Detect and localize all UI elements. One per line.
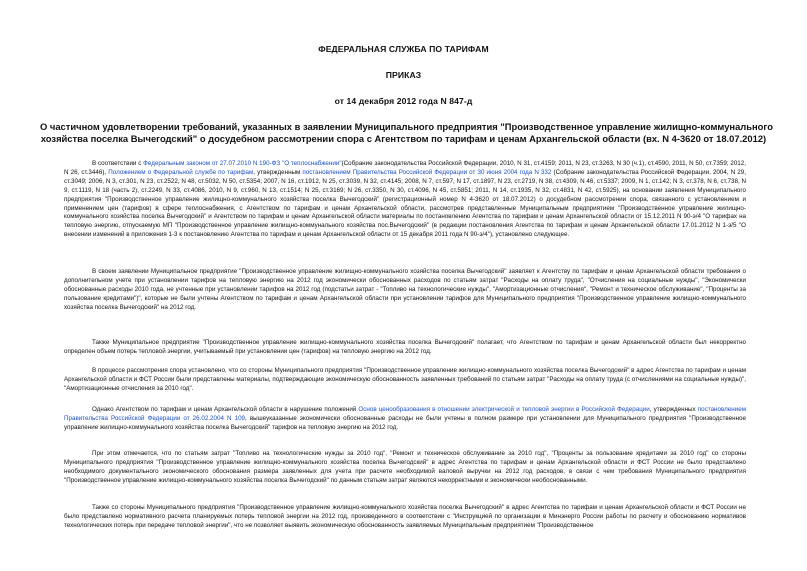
title-line-1: О частичном удовлетворении требований, указанных в заявлении Муниципального предприятия "Производственное управление жилищно-коммунального (40, 121, 773, 132)
text-run: (Собрание законодательства Российской Федерации, 2004, N 29, ст.3049; 2006, N 3, ст.301, N 23, ст.2522, N 48, ст.5032, N 50, ст.5354; 2007, N 16, ст.1912, N 25, ст.3039, N 32, ст.4145; 2008, N 7, ст.597, N 17, ст.1897, N 23, ст.2719, N 38, ст.4309, N 46, ст.5337; 2009, N 1, ст.142; N 3, ст.378, N 6, ст.738, N 9, ст.1119, N 18 (часть 2), ст.2249, N 33, ст.4086, 2010, N 9, ст.960, N 13, ст.1514; N 25, ст.3169; N 26, ст.3350, N 30, ст.4096, N 45, ст.5851; 2011, N 14, ст.1935, N 32, ст.4831, N 42, ст.5925), на основании заявления Муниципального предприятия "Производственное управление жилищно-коммунального хозяйства поселка Вычегодский" (регистрационный номер N 4-3620 от 18.07.2012) о досудебном рассмотрении спора, связанного с установлением и применением цен (тарифов) в сфере теплоснабжения, с Агентством по тарифам и ценам Архангельской области, рассмотрев представленные Муниципальным предприятием "Производственное управление жилищно-коммунального хозяйства поселка Вычегодский" и Агентством по тарифам и ценам Архангельской области материалы по постановлению Агентства по тарифам и ценам Архангельской области от 15.12.2011 N 90-э/4 "О тарифах на тепловую энергию, отпускаемую МП "Производственное управление жилищно-коммунального хозяйства пос.Вычегодский" (в редакции постановления Агентства по тарифам и ценам Архангельской области 17.01.2012 N 1-э/5 "О внесении изменений в приложения 1-3 к постановлению Агентства по тарифам и ценам Архангельской области от 15 декабря 2011 года N 90-э/4"), установлено следующее. (64, 168, 746, 239)
paragraph-text: Также со стороны Муниципального предприятия "Производственное управление жилищно-коммунального хозяйства поселка Вычегодский" в адрес Агентства по тарифам и ценам Архангельской области и ФСТ России не было представлено нормативного расчета планируемых потерь тепловой энергии на 2012 год, произведенного в соответствии с "Инструкцией по организации в Минэнерго России работы по расчету и обоснованию нормативов технологических потерь при передаче тепловой энергии", что не позволяет выявить экономическую обоснованность заявляемых Муниципальным предприятием "Производственное (64, 504, 746, 529)
paragraph-text: В процессе рассмотрения спора установлено, что со стороны Муниципального предприятия "Производственное управление жилищно-коммунального хозяйства поселка Вычегодский" в адрес Агентства по тарифам и ценам Архангельской области и ФСТ России были представлены материалы, подтверждающие экономическую обоснованность заявленных требований по статьям затрат "Расходы на оплату труда (с отчислениями на социальные нужды)", "Амортизационные отчисления за 2010 год". (64, 367, 746, 392)
link-federal-law[interactable]: Федеральным законом от 27.07.2010 N 190-ФЗ "О теплоснабжении" (143, 160, 342, 167)
text-run: (Собрание законодательства Российской Федерации, 2010, N 31, ст.4159; 2011, N 23, ст.3263, N 30 (ч.1), ст.4590, 2011, N 50, ст.7359; 2012, N 26, ст.3446), (64, 160, 746, 176)
link-fst-regulation[interactable]: Положением о Федеральной службе по тарифам (108, 168, 254, 176)
text-run: Однако Агентством по тарифам и ценам Архангельской области в нарушение положений (92, 406, 359, 413)
paragraph-text: Также Муниципальное предприятие "Производственное управление жилищно-коммунального хозяйства поселка Вычегодский" полагает, что Агентством по тарифам и ценам Архангельской области был некорректно определен объем потерь тепловой энергии, учитываемый при установлении цен (тарифов) на тепловую энергию на 2012 год. (64, 339, 746, 355)
paragraph-5 (64, 406, 746, 433)
text-run: , утвержденных (649, 406, 698, 413)
paragraph-1 (64, 160, 746, 240)
text-run: , утвержденным (253, 168, 303, 176)
doc-type: ПРИКАЗ (385, 70, 422, 80)
text-run: В соответствии с (92, 160, 144, 167)
paragraph-2 (64, 268, 746, 313)
paragraph-6 (64, 450, 746, 486)
title-line-2: хозяйства поселка Вычегодский" о досудебном рассмотрении спора с Агентством по тарифам и ценам Архангельской области (вх. N 4-3620 от 18.07.2012) (40, 133, 767, 144)
paragraph-7 (64, 504, 746, 531)
link-government-decree-109[interactable]: постановлением Правительства Российской Федерации от 26.02.2004 N 109 (64, 406, 746, 422)
paragraph-text: При этом отмечается, что по статьям затрат "Топливо на технологические нужды за 2010 год", "Ремонт и техническое обслуживание за 2010 год", "Проценты за пользование кредитами за 2010 год" со стороны Муниципального предприятия "Производственное управление жилищно-коммунального хозяйства поселка Вычегодский" в адрес Агентства по тарифам и ценам Архангельской области и ФСТ России не было представлено необходимого документального экономического обоснования размера заявленных для учета при расчете необходимой валовой выручки на 2012 год расходов, в связи с чем требования Муниципального предприятия "Производственное управление жилищно-коммунального хозяйства поселка Вычегодский" по данным статьям затрат являются некорректными и экономически необоснованными. (64, 450, 746, 484)
text-run: , вышеуказанные экономически обоснованные расходы не были учтены в полном размере при установлении для Муниципального предприятия "Производственное управление жилищно-коммунального хозяйства поселка Вычегодский" тарифов на тепловую энергию на 2012 год. (64, 414, 746, 431)
link-pricing-basics[interactable]: Основ ценообразования в отношении электрической и тепловой энергии в Российской Федерации (358, 406, 650, 413)
link-government-decree-332[interactable]: постановлением Правительства Российской Федерации от 30 июня 2004 года N 332 (302, 168, 552, 176)
paragraph-3 (64, 339, 746, 357)
paragraph-text: В своем заявлении Муниципальное предприятие "Производственное управление жилищно-коммунального хозяйства поселка Вычегодский" заявляет к Агентству по тарифам и ценам Архангельской области требования о дополнительном учете при установлении тарифов на тепловую энергию на 2012 год экономически обоснованных расходов по статьям затрат "Расходы на оплату труда", "Отчисления на социальные нужды", "Экономически обоснованные расходы 2010 года, не учтенные при установлении тарифов на 2012 год (подстатьи затрат - "Топливо на технологические нужды", "Амортизационные отчисления", "Ремонт и техническое обслуживание", "Проценты за пользование кредитами")", которые не были учтены Агентством по тарифам и ценам Архангельской области при установлении тарифов для Муниципального предприятия "Производственное управление жилищно-коммунального хозяйства поселка Вычегодский" на 2012 год. (64, 268, 746, 311)
doc-date: от 14 декабря 2012 года N 847-д (334, 96, 473, 106)
agency-name: ФЕДЕРАЛЬНАЯ СЛУЖБА ПО ТАРИФАМ (318, 44, 489, 54)
paragraph-4 (64, 367, 746, 394)
document-title (40, 121, 773, 145)
